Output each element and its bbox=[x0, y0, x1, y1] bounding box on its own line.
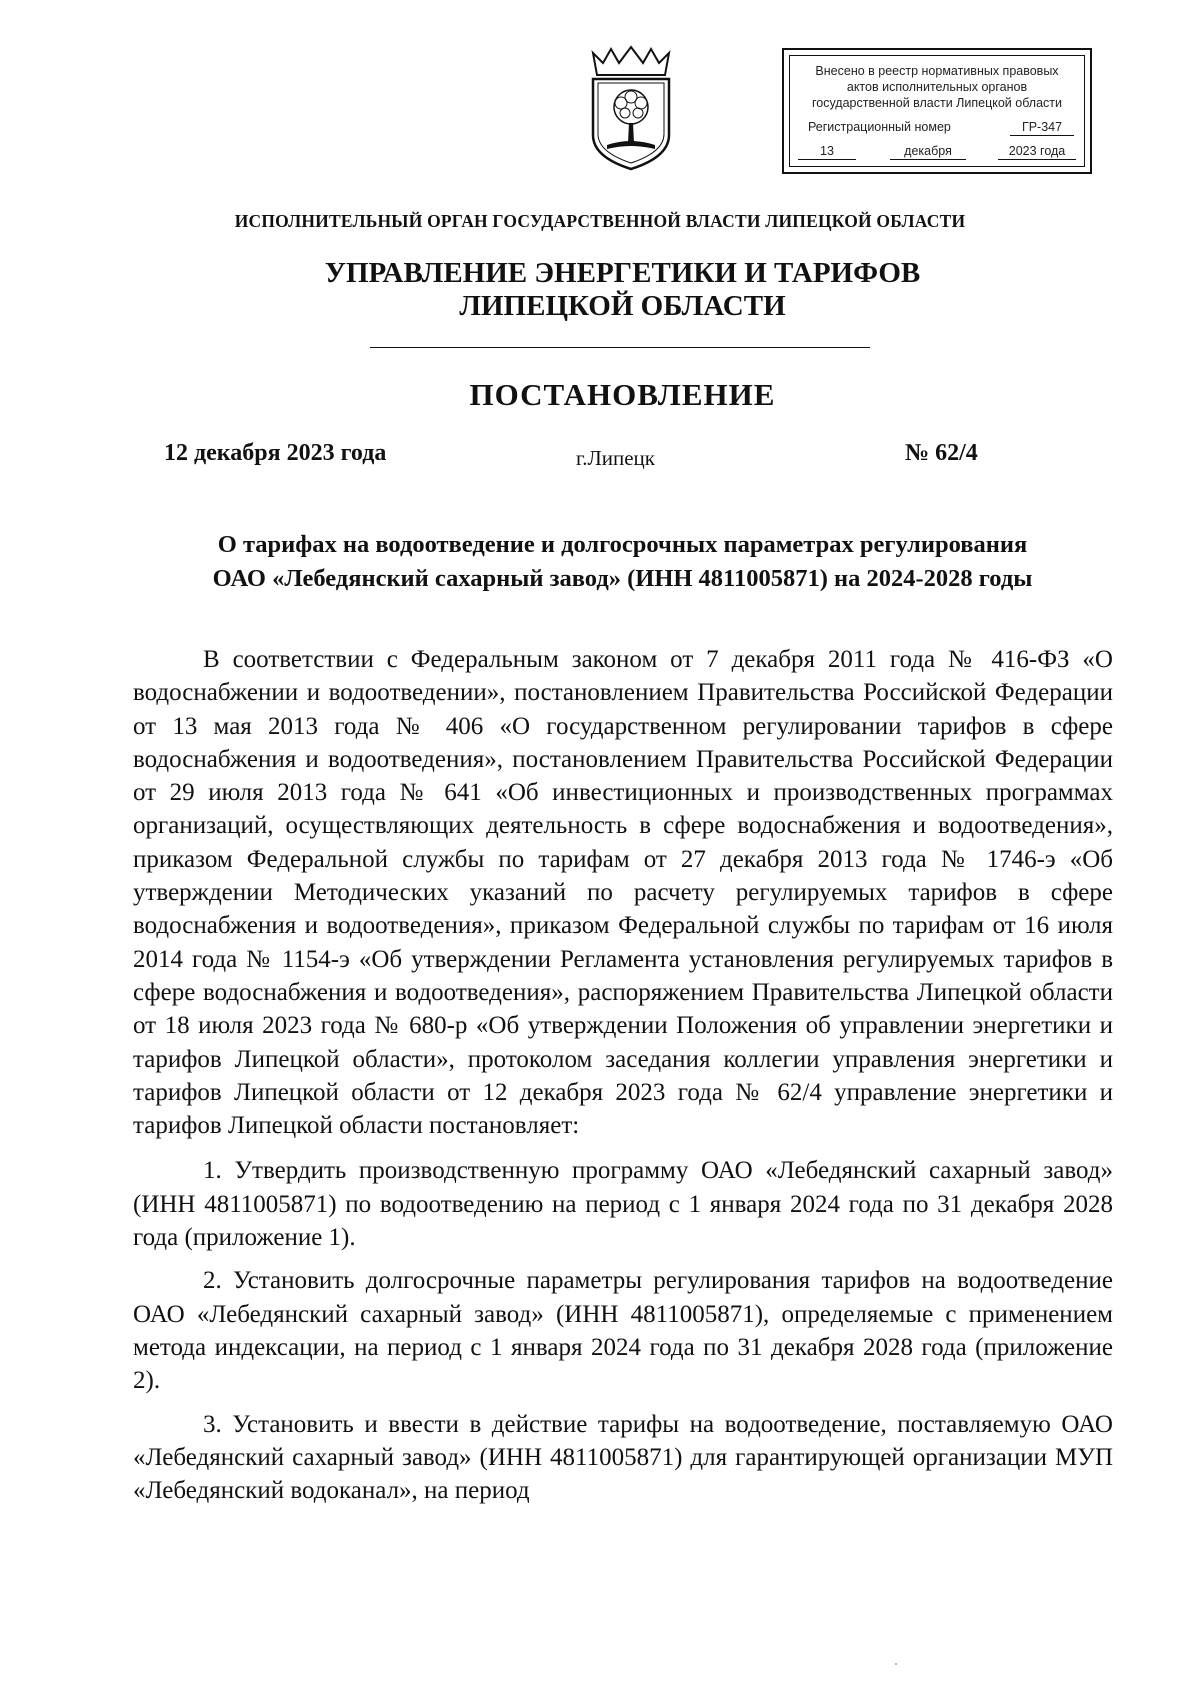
document-subject bbox=[120, 528, 1125, 596]
header-divider bbox=[370, 347, 870, 348]
scan-speck bbox=[895, 1663, 897, 1665]
department-title-line2: ЛИПЕЦКОЙ ОБЛАСТИ bbox=[459, 290, 786, 322]
document-type-title: ПОСТАНОВЛЕНИЕ bbox=[469, 377, 776, 412]
stamp-line: Внесено в реестр нормативных правовых bbox=[815, 64, 1059, 78]
ministry-heading: ИСПОЛНИТЕЛЬНЫЙ ОРГАН ГОСУДАРСТВЕННОЙ ВЛАСТИ ЛИПЕЦКОЙ ОБЛАСТИ bbox=[234, 211, 966, 231]
stamp-registration bbox=[784, 119, 1090, 137]
document-city: г.Липецк bbox=[576, 446, 655, 470]
department-title-line1: УПРАВЛЕНИЕ ЭНЕРГЕТИКИ И ТАРИФОВ bbox=[324, 257, 921, 289]
subject-line: О тарифах на водоотведение и долгосрочных параметрах регулирования bbox=[217, 531, 1028, 558]
stamp-date bbox=[784, 143, 1090, 161]
clause-2: 2. Установить долгосрочные параметры регулирования тарифов на водоотведение ОАО «Лебедянский сахарный завод» (ИНН 4811005871), определяемые с применением метода индексации, на период с 1 января 2024 года по 31 декабря 2028 года (приложение 2). bbox=[133, 1267, 1113, 1395]
document-date: 12 декабря 2023 года bbox=[164, 440, 387, 466]
preamble-paragraph: В соответствии с Федеральным законом от 7 декабря 2011 года № 416-ФЗ «О водоснабжении и водоотведении», постановлением Правительства Российской Федерации от 13 мая 2013 года № 406 «О государственном регулировании тарифов в сфере водоснабжения и водоотведения», постановлением Правительства Российской Федерации от 29 июля 2013 года № 641 «Об инвестиционных и производственных программах организаций, осуществляющих деятельность в сфере водоснабжения и водоотведения», приказом Федеральной службы по тарифам от 27 декабря 2013 года № 1746-э «Об утверждении Методических указаний по расчету регулируемых тарифов в сфере водоснабжения и водоотведения», приказом Федеральной службы по тарифам от 16 июля 2014 года № 1154-э «Об утверждении Регламента установления регулируемых тарифов в сфере водоснабжения и водоотведения», распоряжением Правительства Липецкой области от 18 июля 2023 года № 680-р «Об утверждении Положения об управлении энергетики и тарифов Липецкой области», протоколом заседания коллегии управления энергетики и тарифов Липецкой области от 12 декабря 2023 года № 62/4 управление энергетики и тарифов Липецкой области постановляет: bbox=[133, 646, 1113, 1140]
lipetsk-coat-of-arms-icon bbox=[583, 45, 679, 175]
stamp-day: 13 bbox=[798, 143, 856, 160]
stamp-reg-number: ГР-347 bbox=[1010, 119, 1074, 136]
stamp-reg-label: Регистрационный номер bbox=[808, 120, 951, 134]
subject-line: ОАО «Лебедянский сахарный завод» (ИНН 4811005871) на 2024-2028 годы bbox=[212, 565, 1033, 592]
registry-stamp bbox=[782, 48, 1092, 174]
stamp-year: 2023 года bbox=[998, 143, 1076, 160]
document-number: № 62/4 bbox=[905, 440, 978, 466]
stamp-month: декабря bbox=[890, 143, 966, 160]
clause-3: 3. Установить и ввести в действие тарифы на водоотведение, поставляемую ОАО «Лебедянский сахарный завод» (ИНН 4811005871) для гарантирующей организации МУП «Лебедянский водоканал», на период bbox=[133, 1410, 1113, 1505]
document-body bbox=[133, 643, 1113, 1507]
clause-1: 1. Утвердить производственную программу ОАО «Лебедянский сахарный завод» (ИНН 4811005871) по водоотведению на период с 1 января 2024 года по 31 декабря 2028 года (приложение 1). bbox=[133, 1157, 1113, 1252]
stamp-line: государственной власти Липецкой области bbox=[811, 96, 1063, 110]
stamp-line: актов исполнительных органов bbox=[846, 80, 1028, 94]
